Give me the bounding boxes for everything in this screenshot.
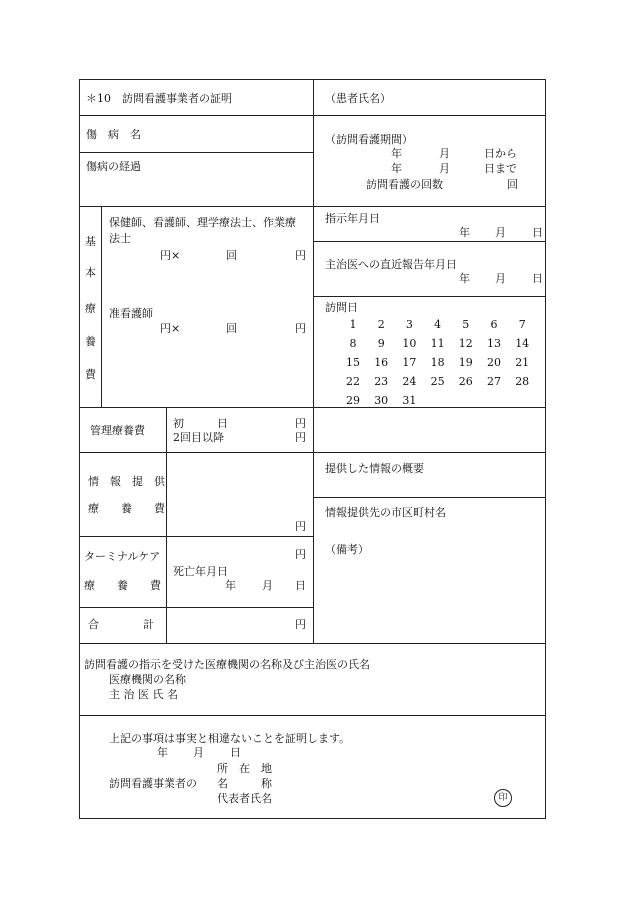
year-label: 年: [391, 147, 402, 160]
info-summary-label: 提供した情報の概要: [325, 462, 424, 475]
visit-day-number: 31: [402, 394, 417, 407]
terminal-care-label: 療 養 費: [84, 579, 161, 592]
visit-day-number: 2: [377, 318, 385, 331]
yen-unit: 円: [295, 249, 306, 262]
operator-name-label: 名 称: [217, 777, 272, 790]
info-fee-label: 情 報 提 供: [88, 475, 165, 488]
visit-day-number: 20: [487, 356, 501, 369]
yen-unit: 円: [295, 548, 306, 561]
yen-unit: 円: [295, 520, 306, 533]
visit-days-label: 訪問日: [325, 301, 358, 314]
times-unit: 回: [226, 322, 237, 335]
visit-period-label: （訪問看護期間）: [325, 133, 413, 146]
visit-day-number: 19: [458, 356, 473, 369]
row-divider: [80, 152, 313, 153]
visit-day-number: 25: [430, 375, 445, 388]
row-divider: [313, 296, 546, 297]
visit-day-number: 9: [377, 337, 385, 350]
basic-fee-char: 養: [85, 335, 96, 348]
location-label: 所 在 地: [217, 762, 272, 775]
year-label: 年: [459, 272, 470, 285]
death-date-label: 死亡年月日: [173, 565, 228, 578]
year-label: 年: [459, 226, 470, 239]
management-fee-label: 管理療養費: [90, 424, 145, 437]
row-divider: [80, 536, 313, 537]
institution-heading: 訪問看護の指示を受けた医療機関の名称及び主治医の氏名: [84, 658, 370, 671]
basic-fee-char: 基: [85, 235, 96, 248]
month-label: 月: [439, 162, 450, 175]
visit-day-number: 17: [402, 356, 417, 369]
visit-day-number: 15: [346, 356, 360, 369]
visit-day-number: 18: [430, 356, 445, 369]
visit-day-number: 24: [402, 375, 417, 388]
visit-day-number: 21: [515, 356, 530, 369]
yen-times-label: 円×: [160, 249, 181, 262]
visit-day-number: 5: [462, 318, 470, 331]
column-divider: [313, 80, 314, 643]
visit-day-number: 14: [515, 337, 530, 350]
first-day-label: 初 日: [173, 417, 228, 430]
row-divider: [313, 241, 546, 242]
visit-day-number: 4: [434, 318, 442, 331]
disease-name-label: 傷 病 名: [86, 128, 141, 141]
visit-day-number: 13: [487, 337, 501, 350]
month-label: 月: [262, 579, 273, 592]
info-fee-label: 療 養 費: [88, 502, 165, 515]
instruction-date-label: 指示年月日: [325, 212, 380, 225]
assistant-nurse-label: 准看護師: [109, 307, 153, 320]
visit-day-number: 10: [402, 337, 417, 350]
from-day-label: 日から: [484, 147, 517, 160]
yen-unit: 円: [295, 322, 306, 335]
visit-day-number: 27: [487, 375, 501, 388]
month-label: 月: [495, 226, 506, 239]
visit-day-number: 30: [374, 394, 389, 407]
yen-times-label: 円×: [160, 322, 181, 335]
visit-count-label: 訪問看護の回数: [366, 178, 443, 191]
seal-mark: 印: [494, 789, 512, 807]
yen-unit: 円: [295, 618, 306, 631]
day-label: 日: [295, 579, 306, 592]
visit-day-number: 29: [346, 394, 360, 407]
year-label: 年: [157, 746, 168, 759]
visit-day-number: 1: [349, 318, 357, 331]
report-date-label: 主治医への直近報告年月日: [325, 258, 457, 271]
representative-label: 代表者氏名: [217, 792, 272, 805]
visit-day-number: 16: [374, 356, 389, 369]
month-label: 月: [495, 272, 506, 285]
column-divider: [166, 407, 167, 643]
day-label: 日: [230, 746, 241, 759]
row-divider: [80, 643, 546, 644]
visit-day-number: 11: [430, 337, 445, 350]
year-label: 年: [391, 162, 402, 175]
patient-name-label: （患者氏名）: [325, 92, 391, 105]
visit-day-number: 8: [349, 337, 357, 350]
nurse-types-label: 法士: [109, 232, 131, 245]
row-divider: [313, 497, 546, 498]
count-unit: 回: [507, 178, 518, 191]
operator-label: 訪問看護事業者の: [109, 777, 197, 790]
doctor-name-label: 主 治 医 氏 名: [109, 688, 178, 701]
month-label: 月: [193, 746, 204, 759]
second-day-label: 2回目以降: [173, 431, 224, 444]
column-divider: [101, 206, 102, 407]
terminal-care-label: ターミナルケア: [84, 550, 161, 563]
visit-day-number: 6: [490, 318, 498, 331]
to-day-label: 日まで: [484, 162, 517, 175]
day-label: 日: [532, 272, 543, 285]
basic-fee-char: 療: [85, 302, 96, 315]
month-label: 月: [439, 147, 450, 160]
certification-title: ＊10 訪問看護事業者の証明: [86, 92, 232, 105]
times-unit: 回: [226, 249, 237, 262]
year-label: 年: [225, 579, 236, 592]
nurse-types-label: 保健師、看護師、理学療法士、作業療: [109, 216, 296, 229]
basic-fee-char: 費: [85, 368, 96, 381]
institution-name-label: 医療機関の名称: [109, 673, 186, 686]
visit-day-number: 28: [515, 375, 530, 388]
row-divider: [80, 607, 313, 608]
row-divider: [80, 715, 546, 716]
visit-day-number: 7: [518, 318, 526, 331]
basic-fee-char: 本: [85, 266, 96, 279]
visit-day-number: 12: [458, 337, 473, 350]
info-city-label: 情報提供先の市区町村名: [325, 506, 446, 519]
yen-unit: 円: [295, 417, 306, 430]
visit-day-number: 22: [346, 375, 360, 388]
certification-form: [79, 79, 546, 819]
remarks-label: （備考）: [325, 543, 369, 556]
visit-day-number: 23: [374, 375, 389, 388]
yen-unit: 円: [295, 431, 306, 444]
visit-day-number: 3: [405, 318, 413, 331]
certification-statement: 上記の事項は事実と相違ないことを証明します。: [109, 732, 351, 745]
visit-day-number: 26: [458, 375, 473, 388]
day-label: 日: [532, 226, 543, 239]
total-label: 合 計: [88, 618, 154, 631]
disease-course-label: 傷病の経過: [86, 160, 141, 173]
